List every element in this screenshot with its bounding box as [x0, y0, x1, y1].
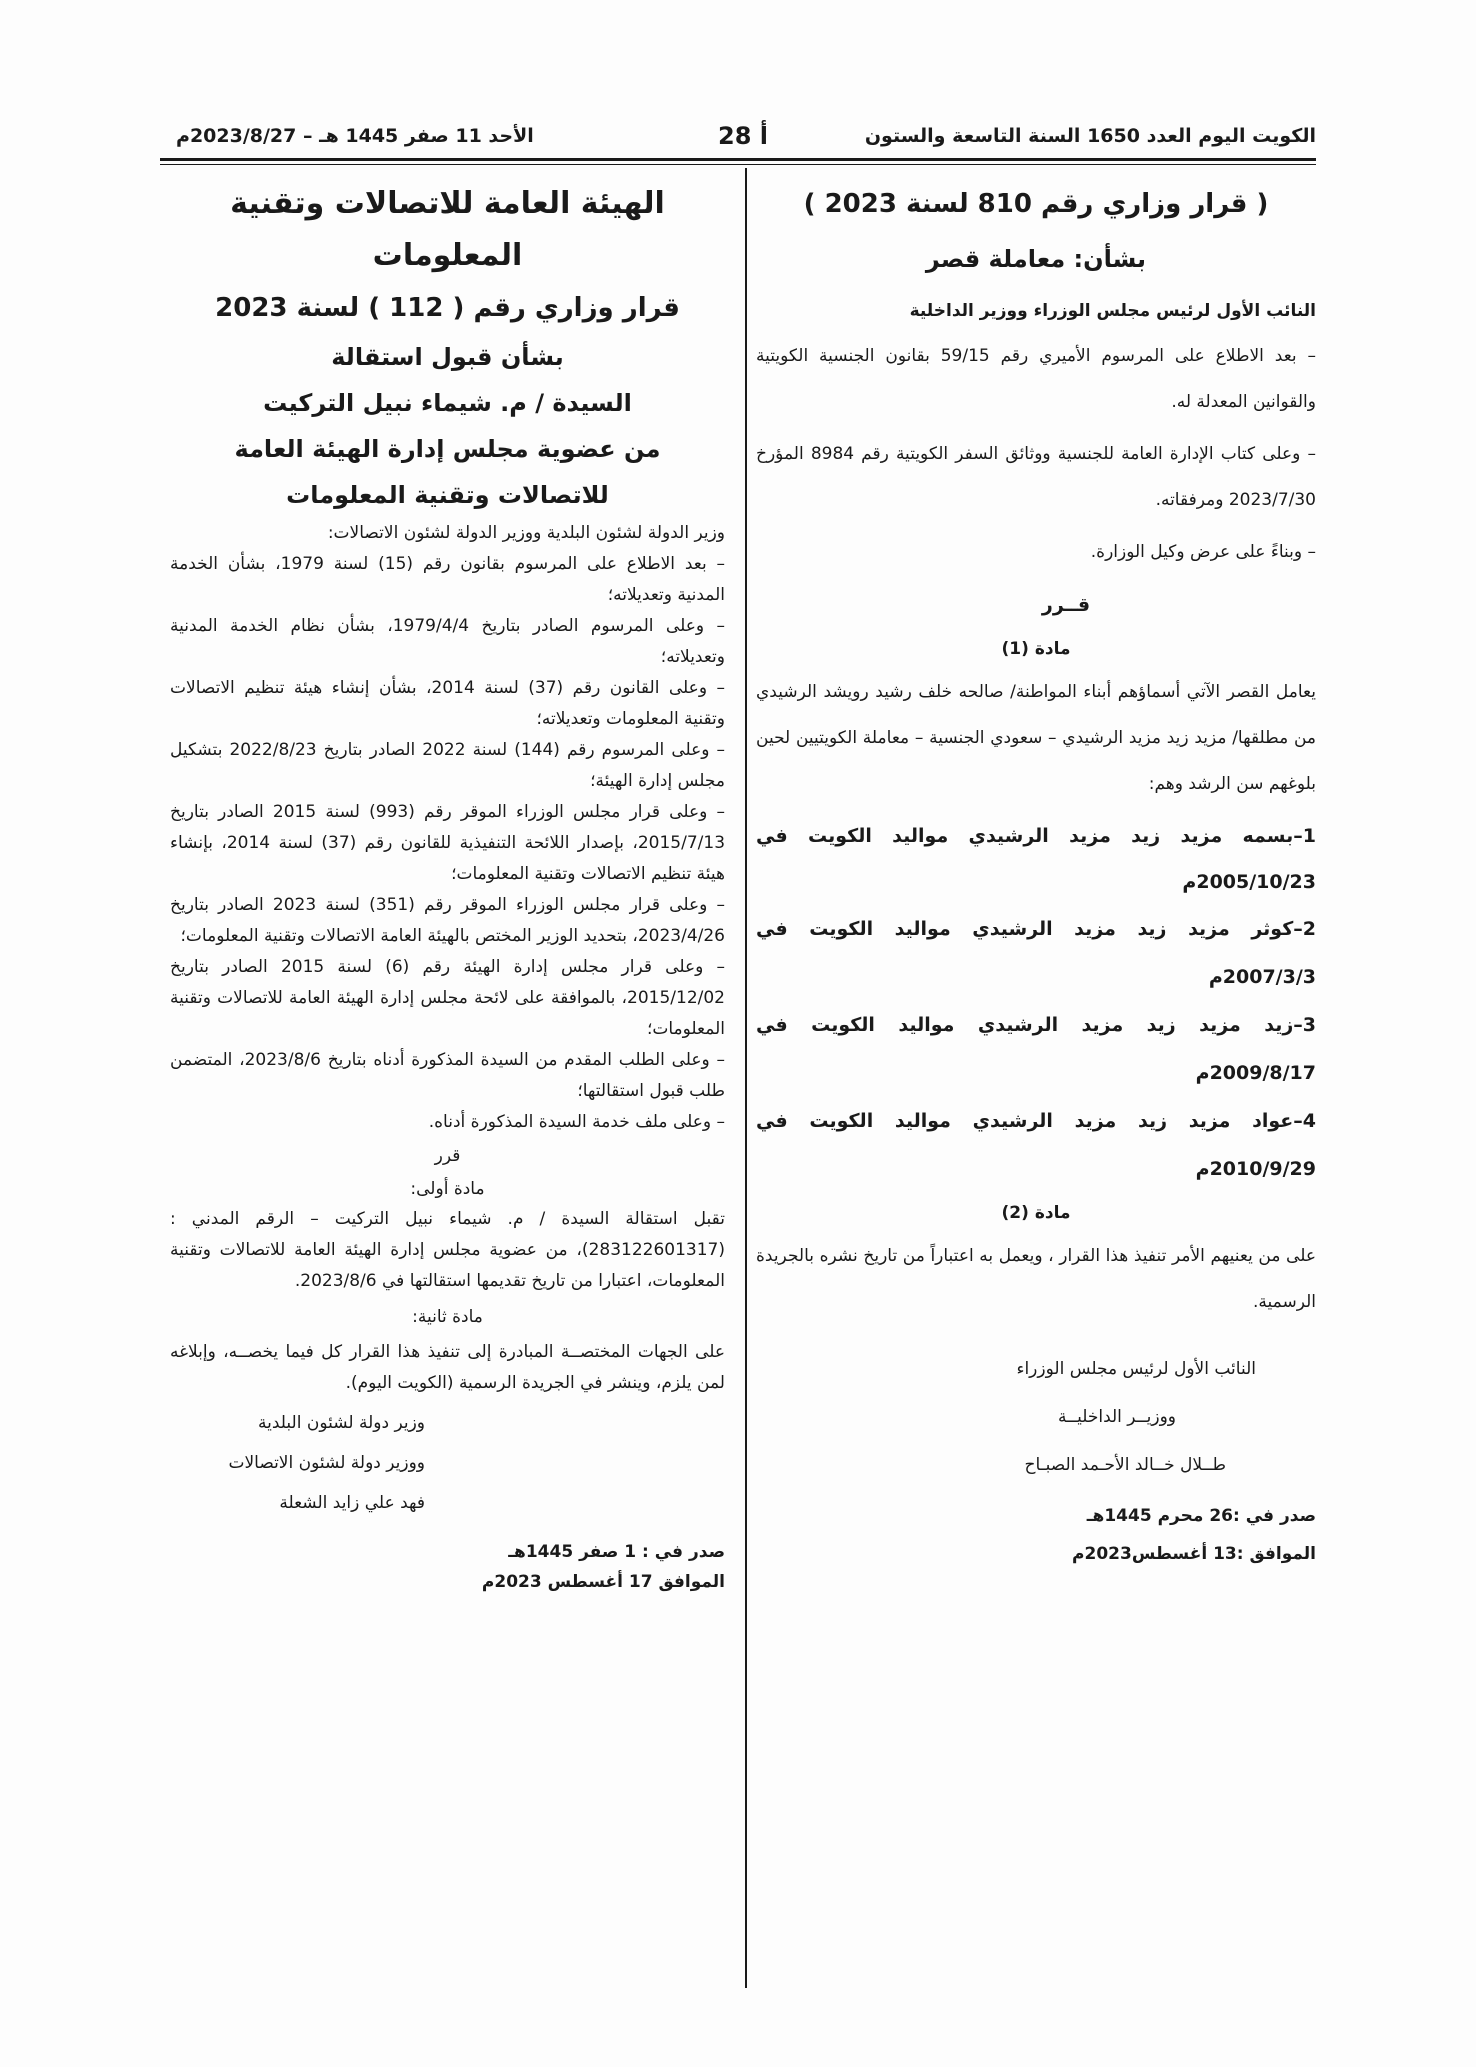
- decree-810-article2-title: مادة (2): [1001, 1203, 1071, 1223]
- decree-810-child-4: 4–عواد مزيد زيد مزيد الرشيدي مواليد الكويت في 2010/9/29م: [756, 1110, 1316, 1180]
- decree-810-issued-at: صدر في :26 محرم 1445هـ: [1086, 1506, 1316, 1526]
- decree-112-preamble-3: – وعلى القانون رقم (37) لسنة 2014، بشأن إنشاء هيئة تنظيم الاتصالات وتقنية المعلومات وتعديلاته؛: [170, 678, 725, 729]
- decree-112-article2-text: على الجهات المختصــة المبادرة إلى تنفيذ هذا القرار كل فيما يخصــه، وإبلاغه لمن يلزم، وينشر في الجريدة الرسمية (الكويت اليوم).: [170, 1342, 725, 1393]
- decree-112-article1-title: مادة أولى:: [410, 1179, 485, 1199]
- decree-112-preamble-8: – وعلى الطلب المقدم من السيدة المذكورة أدناه بتاريخ 2023/8/6، المتضمن طلب قبول استقالتها؛: [170, 1050, 725, 1101]
- decree-810-issuer: النائب الأول لرئيس مجلس الوزراء ووزير الداخلية: [909, 301, 1316, 321]
- decree-112-article1-text: تقبل استقالة السيدة / م. شيماء نبيل التركيت – الرقم المدني : (283122601317)، من عضوية مجلس إدارة الهيئة العامة للاتصالات وتقنية المعلومات، اعتبارا من تاريخ تقديمها استقالتها في 2023/8/6.: [170, 1209, 725, 1291]
- decree-810-column: [756, 178, 1316, 1573]
- decree-112-membership-1: من عضوية مجلس إدارة الهيئة العامة: [234, 435, 661, 463]
- decree-810-subject: بشأن: معاملة قصر: [925, 245, 1147, 273]
- decree-112-signature: [170, 1403, 725, 1523]
- decree-112-preamble-6: – وعلى قرار مجلس الوزراء الموقر رقم (351) لسنة 2023 الصادر بتاريخ 2023/4/26، بتحديد الوزير المختص بالهيئة العامة الاتصالات وتقنية المعلومات؛: [170, 895, 726, 946]
- decree-112-issuer: وزير الدولة لشئون البلدية ووزير الدولة لشئون الاتصالات:: [327, 523, 725, 543]
- decree-810-child-2: 2–كوثر مزيد زيد مزيد الرشيدي مواليد الكويت في 2007/3/3م: [756, 918, 1316, 988]
- signature-ministry: ووزيــر الداخليــة: [1058, 1407, 1176, 1427]
- decree-112-preamble-9: – وعلى ملف خدمة السيدة المذكورة أدناه.: [428, 1112, 725, 1132]
- decree-810-preamble-3: – وبناءً على عرض وكيل الوزارة.: [1090, 542, 1316, 562]
- decree-112-article2-title: مادة ثانية:: [412, 1307, 483, 1327]
- decree-810-preamble-2: – وعلى كتاب الإدارة العامة للجنسية ووثائق السفر الكويتية رقم 8984 المؤرخ 2023/7/30 ومرفقاته.: [756, 444, 1316, 510]
- decree-112-title: قرار وزاري رقم ( 112 ) لسنة 2023: [215, 293, 680, 323]
- decree-112-preamble-2: – وعلى المرسوم الصادر بتاريخ 1979/4/4، بشأن نظام الخدمة المدنية وتعديلاته؛: [170, 616, 725, 667]
- signature-title: وزير دولة لشئون البلدية: [258, 1413, 425, 1433]
- decree-112-decided: قرر: [434, 1146, 461, 1166]
- decree-810-title: ( قرار وزاري رقم 810 لسنة 2023 ): [803, 189, 1269, 219]
- page-number: أ 28: [718, 122, 768, 150]
- decree-810-article2-text: على من يعنيهم الأمر تنفيذ هذا القرار ، ويعمل به اعتباراً من تاريخ نشره بالجريدة الرسمية.: [756, 1246, 1316, 1312]
- decree-112-corresponding: الموافق 17 أغسطس 2023م: [481, 1572, 725, 1592]
- signature-name: فهد علي زايد الشعلة: [279, 1493, 425, 1513]
- decree-112-preamble-1: – بعد الاطلاع على المرسوم بقانون رقم (15) لسنة 1979، بشأن الخدمة المدنية وتعديلاته؛: [170, 554, 725, 605]
- signature-title-2: ووزير دولة لشئون الاتصالات: [228, 1453, 425, 1473]
- decree-810-child-3: 3–زيد مزيد زيد مزيد الرشيدي مواليد الكويت في 2009/8/17م: [756, 1014, 1316, 1084]
- header-rule: [160, 158, 1316, 161]
- header-rule-thin: [160, 164, 1316, 165]
- signature-name: طــلال خــالد الأحـمد الصبـاح: [1024, 1455, 1226, 1475]
- decree-810-article1-title: مادة (1): [1001, 639, 1071, 659]
- decree-810-child-1: 1–بسمه مزيد زيد مزيد الرشيدي مواليد الكويت في 2005/10/23م: [756, 825, 1316, 893]
- decree-112-person: السيدة / م. شيماء نبيل التركيت: [263, 389, 632, 417]
- decree-112-subject: بشأن قبول استقالة: [331, 343, 564, 371]
- decree-810-corresponding: الموافق :13 أغسطس2023م: [1072, 1544, 1316, 1564]
- decree-112-preamble-4: – وعلى المرسوم رقم (144) لسنة 2022 الصادر بتاريخ 2022/8/23 بتشكيل مجلس إدارة الهيئة؛: [170, 740, 725, 791]
- column-divider: [745, 168, 747, 1988]
- issue-date: الأحد 11 صفر 1445 هـ – 2023/8/27م: [176, 125, 534, 147]
- signature-title: النائب الأول لرئيس مجلس الوزراء: [1016, 1359, 1256, 1379]
- issue-info: الكويت اليوم العدد 1650 السنة التاسعة والستون: [864, 125, 1316, 147]
- decree-112-authority: الهيئة العامة للاتصالات وتقنية المعلومات: [230, 186, 665, 273]
- decree-810-signature: [756, 1345, 1316, 1489]
- decree-112-issued-at: صدر في : 1 صفر 1445هـ: [508, 1542, 725, 1562]
- decree-112-preamble-7: – وعلى قرار مجلس إدارة الهيئة رقم (6) لسنة 2015 الصادر بتاريخ 2015/12/02، بالموافقة على لائحة مجلس إدارة الهيئة العامة للاتصالات وتقنية المعلومات؛: [170, 957, 725, 1039]
- decree-112-preamble-5: – وعلى قرار مجلس الوزراء الموقر رقم (993) لسنة 2015 الصادر بتاريخ 2015/7/13، بإصدار اللائحة التنفيذية للقانون رقم (37) لسنة 2014، بإنشاء هيئة تنظيم الاتصالات وتقنية المعلومات؛: [170, 802, 726, 884]
- decree-112-column: [170, 178, 725, 1597]
- decree-810-article1-text: يعامل القصر الآتي أسماؤهم أبناء المواطنة/ صالحه خلف رشيد رويشد الرشيدي من مطلقها/ مزيد زيد مزيد الرشيدي – سعودي الجنسية – معاملة الكويتيين لحين بلوغهم سن الرشد وهم:: [756, 682, 1316, 794]
- decree-810-preamble-1: – بعد الاطلاع على المرسوم الأميري رقم 59/15 بقانون الجنسية الكويتية والقوانين المعدلة له.: [756, 346, 1316, 412]
- decree-810-decided: قــرر: [1041, 594, 1091, 616]
- decree-112-membership-2: للاتصالات وتقنية المعلومات: [286, 481, 609, 509]
